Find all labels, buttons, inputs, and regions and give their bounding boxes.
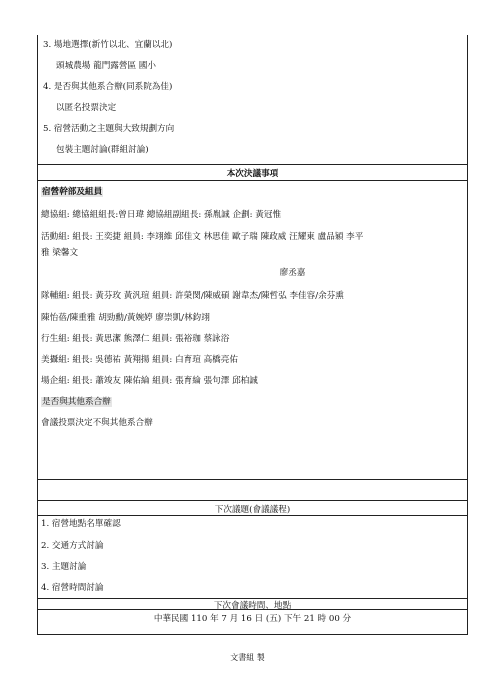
divider	[38, 180, 467, 181]
minutes-table	[37, 35, 468, 635]
resolution-line: 美攝組: 組長: 吳德祐 黃翔揚 組員: 白育瑄 高橋亮佑	[41, 355, 238, 365]
next-meeting-title: 下次會議時間、地點	[213, 601, 292, 611]
resolution-line: 總協組: 總協組組長:曾日瑋 總協組副組長: 孫胤誠 企劃: 黃冠惟	[41, 210, 282, 220]
agenda-item-4-detail: 以匿名投票決定	[56, 103, 117, 113]
merge-heading: 是否與其他系合辦	[42, 397, 111, 407]
next-topics-title: 下次議題(會議議程)	[214, 505, 291, 515]
divider	[38, 515, 467, 516]
resolution-line: 隊輔組: 組長: 黃芬玫 黃汎瑄 組員: 許榮閔/陳威碩 謝韋杰/陳哲弘 李佳容/余芬熏	[41, 291, 344, 301]
next-topic-item: 2. 交通方式討論	[41, 541, 104, 551]
agenda-item-4: 4. 是否與其他系合辦(同系院為佳)	[43, 82, 173, 92]
agenda-item-5: 5. 宿營活動之主題與大致規劃方向	[43, 124, 175, 134]
agenda-item-5-detail: 包裝主題討論(群組討論)	[56, 145, 149, 155]
merge-text: 會議投票決定不與其他系合辦	[41, 418, 153, 428]
next-topic-item: 4. 宿營時間討論	[41, 583, 104, 593]
resolution-line: 陳怡蓓/陳重雅 胡勁勳/黃婉婷 廖崇凱/林鈞翊	[41, 313, 210, 323]
divider	[38, 164, 467, 165]
resolution-line: 活動組: 組長: 王奕捷 組員: 李翊維 邱佳文 林思佳 歐子瑞 陳政威 汪耀東 盧品穎 李平	[41, 232, 364, 242]
divider	[38, 609, 467, 610]
next-topic-item: 1. 宿營地點名單確認	[41, 519, 121, 529]
next-topic-item: 3. 主題討論	[41, 562, 87, 572]
resolution-line: 行生組: 組長: 黃思潔 熊澤仁 組員: 張裕珈 蔡詠浴	[41, 334, 230, 344]
resolution-title: 本次決議事項	[226, 169, 279, 179]
resolution-line: 廖丞嘉	[279, 268, 306, 278]
divider	[38, 500, 467, 501]
resolution-line: 雅 梁馨文	[41, 248, 79, 258]
resolution-line: 場企組: 組長: 蕭竣友 陳佑綸 組員: 張育綸 張句澤 邱柏誠	[41, 376, 258, 386]
footer-credit: 文書組 製	[230, 653, 265, 662]
agenda-item-3-detail: 頭城農場 龍門露營區 國小	[56, 61, 156, 71]
next-meeting-datetime: 中華民國 110 年 7 月 16 日 (五) 下午 21 時 00 分	[153, 614, 352, 624]
divider	[38, 479, 467, 480]
cadre-heading: 宿營幹部及組員	[42, 187, 103, 197]
agenda-item-3: 3. 場地選擇(新竹以北、宜蘭以北)	[43, 40, 173, 50]
